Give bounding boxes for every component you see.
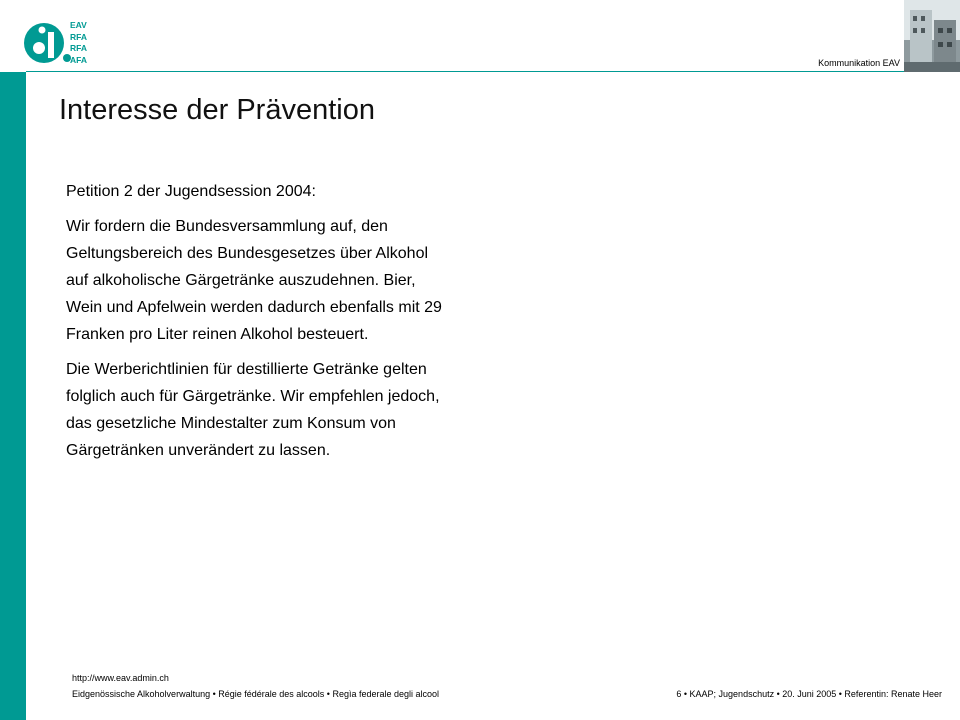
slide-title: Interesse der Prävention bbox=[59, 94, 375, 126]
logo-line: EAV bbox=[70, 20, 87, 30]
logo-line: RFA bbox=[70, 31, 87, 42]
logo-text bbox=[70, 20, 87, 66]
slide-content bbox=[66, 178, 446, 472]
logo-line: AFA bbox=[70, 54, 87, 65]
footer-url-link[interactable]: http://www.eav.admin.ch bbox=[72, 673, 169, 683]
paragraph-advertising: Die Werberichtlinien für destillierte Getränke gelten folglich auch für Gärgetränke. Wir empfehlen jedoch, das gesetzliche Mindestalter zum Konsum von Gärgetränken unverändert zu lassen. bbox=[66, 361, 440, 459]
paragraph-petition: Petition 2 der Jugendsession 2004: bbox=[66, 183, 316, 200]
logo-line: RFA bbox=[70, 43, 87, 53]
eav-logo-icon bbox=[22, 18, 72, 68]
department-label: Kommunikation EAV bbox=[818, 58, 900, 68]
left-accent-bar bbox=[0, 72, 26, 720]
paragraph-demand: Wir fordern die Bundesversammlung auf, den Geltungsbereich des Bundesgesetzes über Alkohol auf alkoholische Gärgetränke auszudehnen. Bier, Wein und Apfelwein werden dadurch ebenfalls mit 29 Franken pro Liter reinen Alkohol besteuert. bbox=[66, 218, 442, 343]
header-divider bbox=[26, 71, 904, 72]
building-photo-icon bbox=[904, 0, 960, 72]
footer-info: 6 • KAAP; Jugendschutz • 20. Juni 2005 • Referentin: Renate Heer bbox=[676, 689, 942, 699]
footer-agency: Eidgenössische Alkoholverwaltung • Régie fédérale des alcools • Regìa federale degli alcool bbox=[72, 689, 440, 699]
